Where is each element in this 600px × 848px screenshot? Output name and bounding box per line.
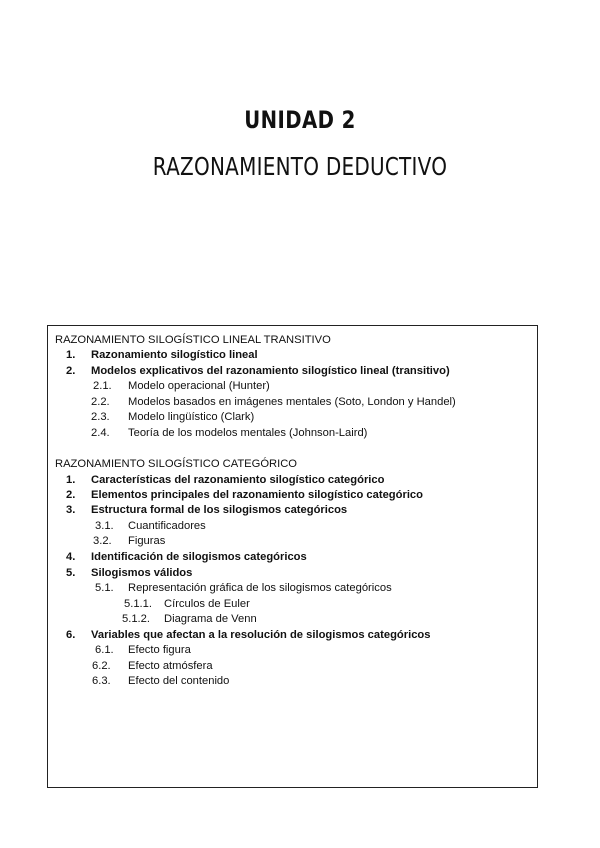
toc-item: Silogismos válidos: [91, 567, 193, 579]
toc-subitem: Teoría de los modelos mentales (Johnson-Laird): [128, 427, 368, 439]
section-heading-linear: RAZONAMIENTO SILOGÍSTICO LINEAL TRANSITIVO: [55, 334, 331, 346]
toc-subitem-number: 3.2.: [93, 535, 112, 547]
toc-item-number: 4.: [66, 551, 76, 563]
toc-subitem-number: 2.4.: [91, 427, 110, 439]
toc-subitem: Efecto atmósfera: [128, 660, 213, 672]
toc-subitem-number: 2.3.: [91, 411, 110, 423]
toc-subitem-number: 5.1.: [95, 582, 114, 594]
toc-subitem: Cuantificadores: [128, 520, 206, 532]
toc-subitem: Efecto figura: [128, 644, 191, 656]
toc-item-number: 6.: [66, 629, 76, 641]
toc-item-number: 2.: [66, 365, 76, 377]
toc-item: Identificación de silogismos categóricos: [91, 551, 307, 563]
unit-subtitle: RAZONAMIENTO DEDUCTIVO: [152, 152, 448, 181]
toc-item-number: 3.: [66, 504, 76, 516]
unit-number-title: UNIDAD 2: [244, 106, 356, 134]
toc-subitem-number: 6.3.: [92, 675, 111, 687]
toc-subitem: Modelo lingüístico (Clark): [128, 411, 255, 423]
toc-subitem: Modelo operacional (Hunter): [128, 380, 270, 392]
toc-subitem-number: 2.1.: [93, 380, 112, 392]
toc-item-number: 1.: [66, 474, 76, 486]
toc-subitem: Representación gráfica de los silogismos categóricos: [128, 582, 392, 594]
toc-item: Razonamiento silogístico lineal: [91, 349, 258, 361]
toc-subitem-number: 2.2.: [91, 396, 110, 408]
toc-item: Estructura formal de los silogismos categóricos: [91, 504, 348, 516]
toc-subsubitem-number: 5.1.1.: [124, 598, 152, 610]
toc-subitem: Figuras: [128, 535, 166, 547]
toc-item-number: 5.: [66, 567, 76, 579]
toc-subitem-number: 6.1.: [95, 644, 114, 656]
toc-subsubitem: Diagrama de Venn: [164, 613, 257, 625]
toc-item: Características del razonamiento silogístico categórico: [91, 474, 385, 486]
toc-subitem: Modelos basados en imágenes mentales (Soto, London y Handel): [128, 396, 456, 408]
toc-subsubitem-number: 5.1.2.: [122, 613, 150, 625]
toc-item: Elementos principales del razonamiento silogístico categórico: [91, 489, 423, 501]
toc-subitem-number: 6.2.: [92, 660, 111, 672]
toc-item: Modelos explicativos del razonamiento silogístico lineal (transitivo): [91, 365, 450, 377]
toc-subsubitem: Círculos de Euler: [164, 598, 250, 610]
toc-item-number: 2.: [66, 489, 76, 501]
toc-subitem: Efecto del contenido: [128, 675, 230, 687]
section-heading-categorical: RAZONAMIENTO SILOGÍSTICO CATEGÓRICO: [55, 458, 298, 470]
toc-item-number: 1.: [66, 349, 76, 361]
toc-item: Variables que afectan a la resolución de silogismos categóricos: [91, 629, 431, 641]
toc-subitem-number: 3.1.: [95, 520, 114, 532]
